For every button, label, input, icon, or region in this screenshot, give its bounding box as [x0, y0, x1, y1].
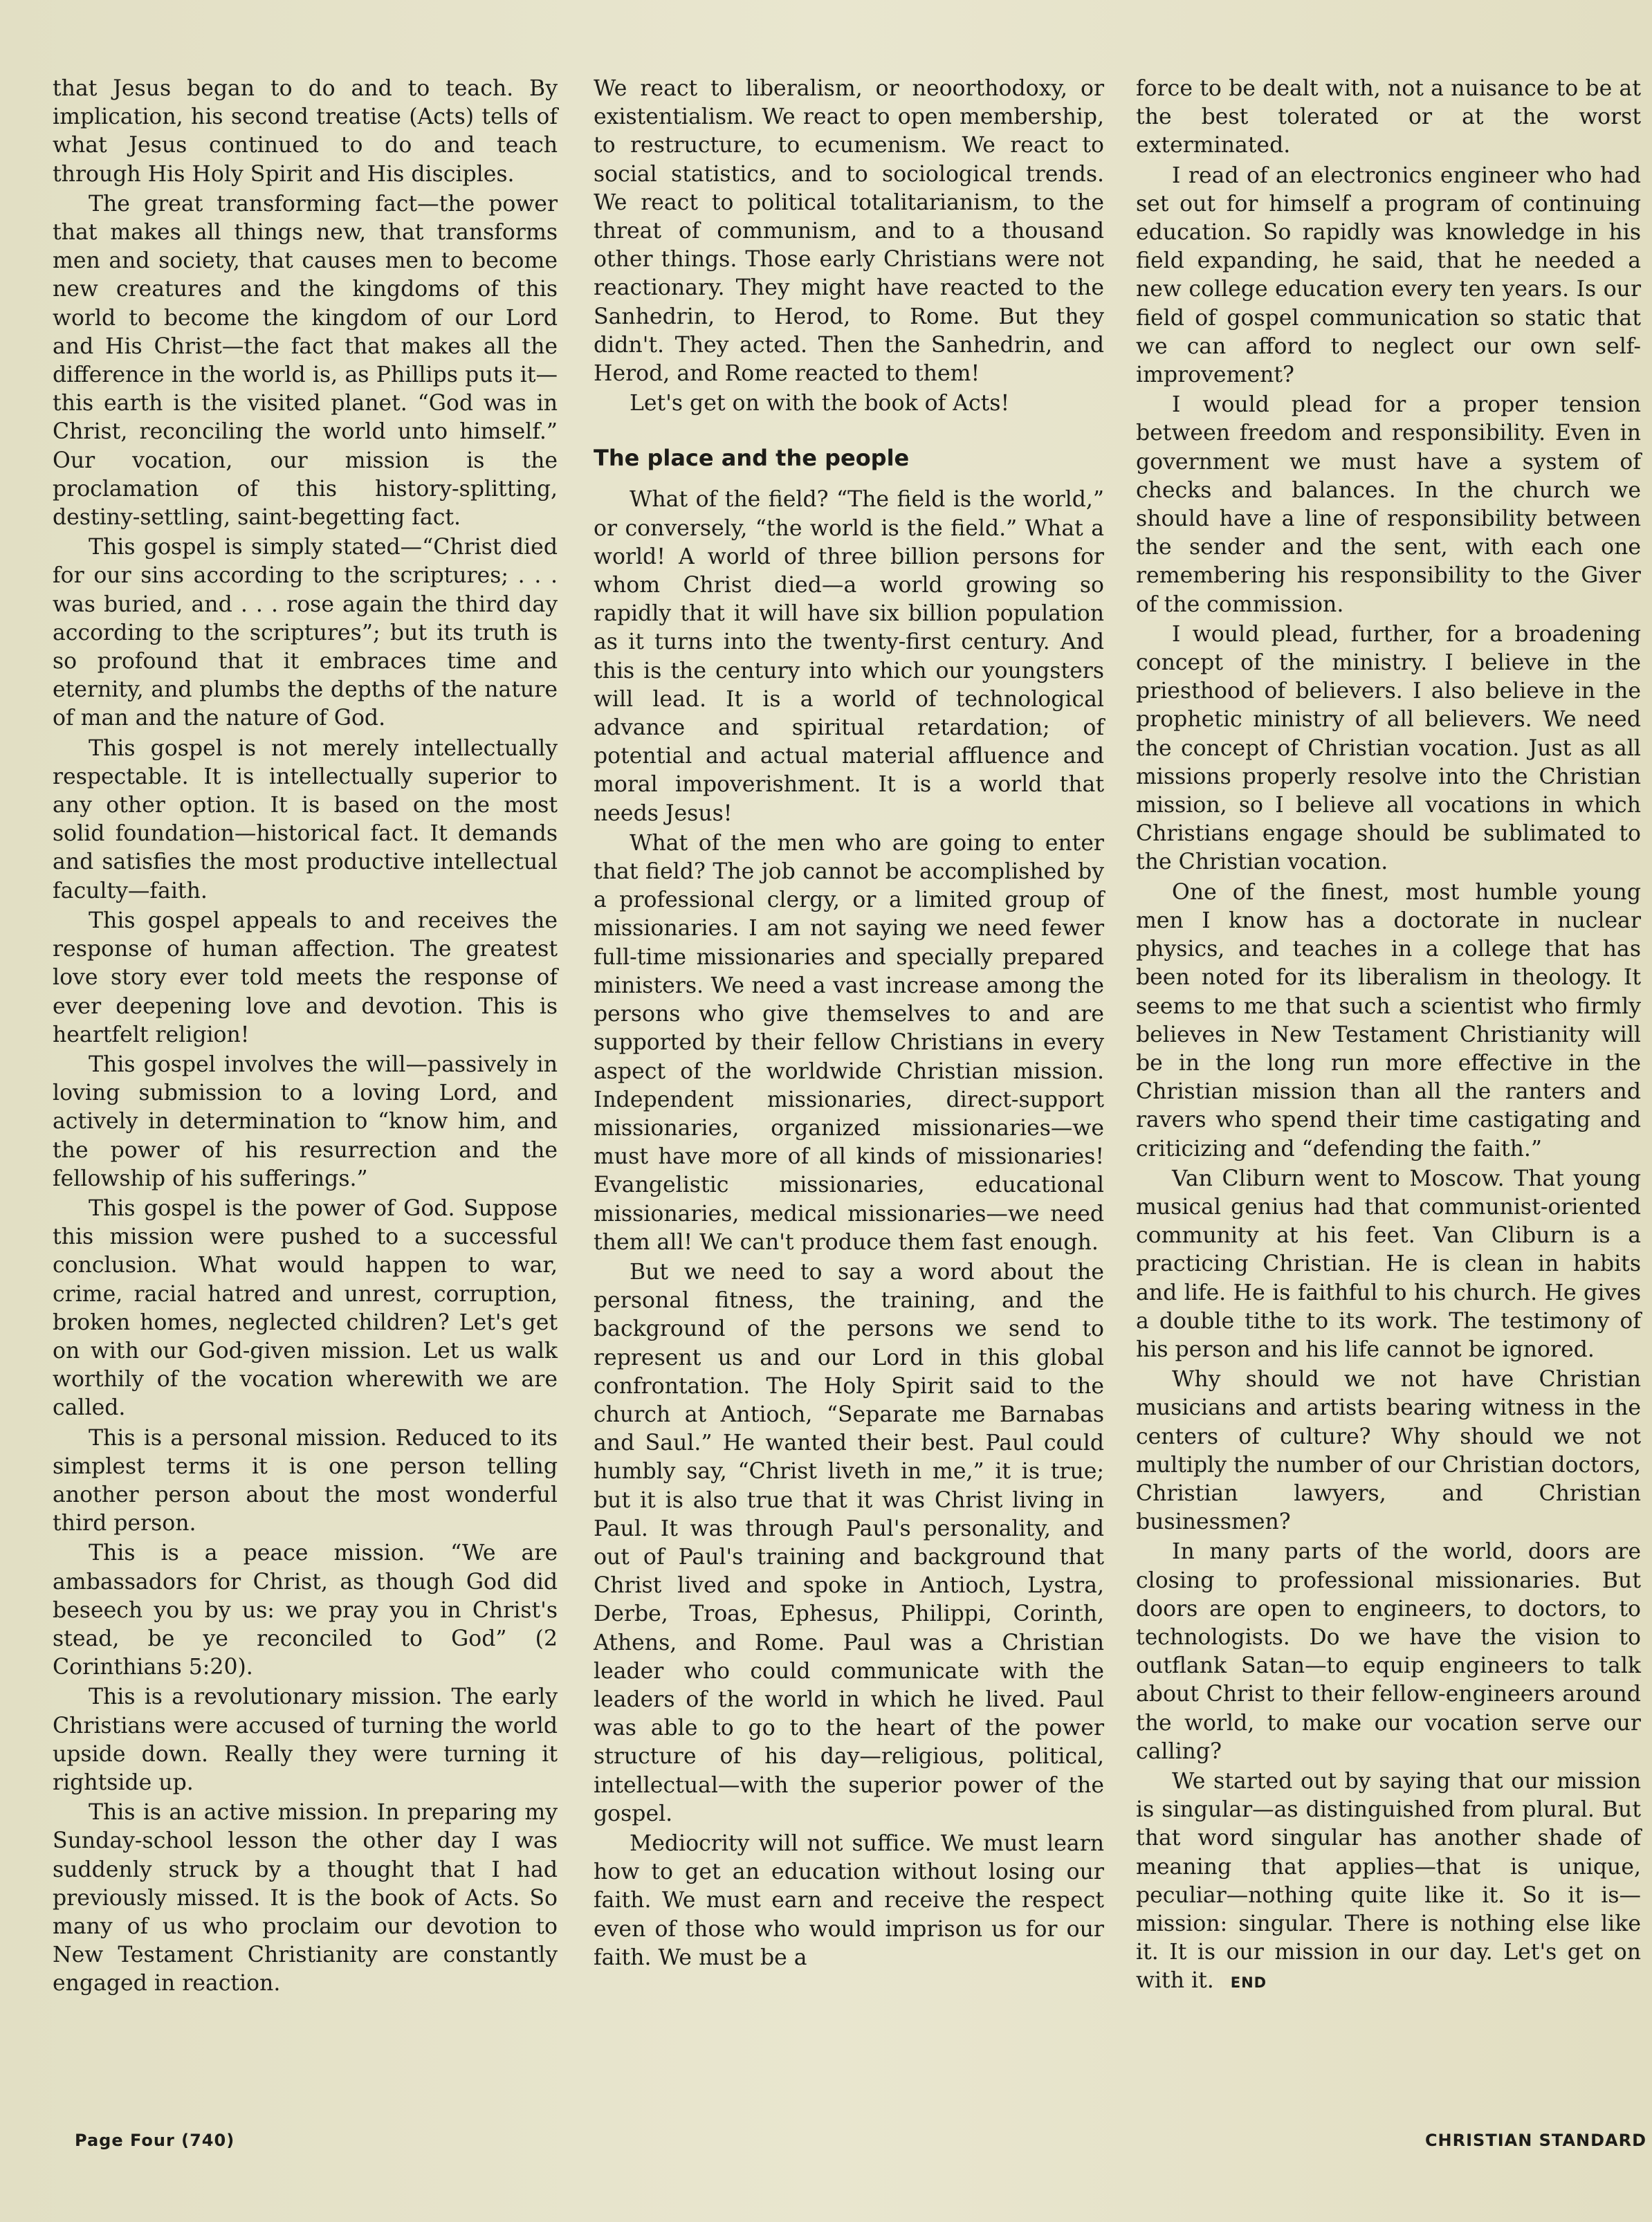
- paragraph: One of the finest, most humble young men I know has a doctorate in nuclear physics, and teaches in a college that has been noted for its liberalism in theology. It seems to me that such a scientist who firmly believes in New Testament Christianity will be in the long run more effective in the Christian mission than all the ranters and ravers who spend their time castigating and criticizing and “defending the faith.”: [1136, 879, 1641, 1162]
- paragraph: I would plead for a proper tension between freedom and responsibility. Even in government we must have a system of checks and balances. In the church we should have a line of responsibility between the sender and the sent, with each one remembering his responsibility to the Giver of the commission.: [1136, 392, 1641, 617]
- text-column-3: [1136, 75, 1641, 1998]
- text-column-2: [594, 75, 1104, 1972]
- paragraph: Mediocrity will not suffice. We must learn how to get an education without losing our faith. We must earn and receive the respect even of those who would imprison us for our faith. We must be a: [594, 1830, 1104, 1970]
- paragraph: This is a revolutionary mission. The early Christians were accused of turning the world upside down. Really they were turning it rightside up.: [53, 1684, 558, 1795]
- paragraph: [1136, 1768, 1641, 1998]
- paragraph: What of the field? “The field is the world,” or conversely, “the world is the field.” What a world! A world of three billion persons for whom Christ died—a world growing so rapidly that it will have six billion population as it turns into the twenty-first century. And this is the century into which our youngsters will lead. It is a world of technological advance and spiritual retardation; of potential and actual material affluence and moral impoverishment. It is a world that needs Jesus!: [594, 487, 1104, 826]
- paragraph: The great transforming fact—the power that makes all things new, that transforms men and society, that causes men to become new creatures and the kingdoms of this world to become the kingdom of our Lord and His Christ—the fact that makes all the difference in the world is, as Phillips puts it—this earth is the visited planet. “God was in Christ, reconciling the world unto himself.” Our vocation, our mission is the proclamation of this history-splitting, destiny-settling, saint-begetting fact.: [53, 191, 558, 531]
- paragraph: Let's get on with the book of Acts!: [630, 391, 1010, 416]
- paragraph: But we need to say a word about the personal fitness, the training, and the background of the persons we send to represent us and our Lord in this global confrontation. The Holy Spirit said to the church at Antioch, “Separate me Barnabas and Saul.” He wanted their best. Paul could humbly say, “Christ liveth in me,” it is true; but it is also true that it was Christ living in Paul. It was through Paul's personality, and out of Paul's training and background that Christ lived and spoke in Antioch, Lystra, Derbe, Troas, Ephesus, Philippi, Corinth, Athens, and Rome. Paul was a Christian leader who could communicate with the leaders of the world in which he lived. Paul was able to go to the heart of the power structure of his day—religious, political, intellectual—with the superior power of the gospel.: [594, 1259, 1104, 1826]
- paragraph: This is a peace mission. “We are ambassadors for Christ, as though God did beseech you by us: we pray you in Christ's stead, be ye reconciled to God” (2 Corinthians 5:20).: [53, 1541, 558, 1680]
- paragraph: This is an active mission. In preparing my Sunday-school lesson the other day I was suddenly struck by a thought that I had previously missed. It is the book of Acts. So many of us who proclaim our devotion to New Testament Christianity are constantly engaged in reaction.: [53, 1800, 558, 1996]
- page-number-footer: Page Four (740): [75, 2131, 235, 2150]
- paragraph: force to be dealt with, not a nuisance to be at the best tolerated or at the worst exterminated.: [1136, 76, 1641, 158]
- publication-name-footer: CHRISTIAN STANDARD: [1424, 2131, 1646, 2150]
- text-column-1: [53, 75, 558, 1999]
- paragraph: that Jesus began to do and to teach. By implication, his second treatise (Acts) tells of what Jesus continued to do and teach through His Holy Spirit and His disciples.: [53, 76, 558, 187]
- section-heading: The place and the people: [594, 445, 910, 472]
- paragraph: Van Cliburn went to Moscow. That young musical genius had that communist-oriented community at his feet. Van Cliburn is a practicing Christian. He is clean in habits and life. He is faithful to his church. He gives a double tithe to its work. The testimony of his person and his life cannot be ignored.: [1136, 1166, 1641, 1362]
- paragraph: This gospel is the power of God. Suppose this mission were pushed to a successful conclusion. What would happen to war, crime, racial hatred and unrest, corruption, broken homes, neglected children? Let's get on with our God-given mission. Let us walk worthily of the vocation wherewith we are called.: [53, 1195, 558, 1421]
- paragraph: This gospel appeals to and receives the response of human affection. The greatest love story ever told meets the response of ever deepening love and devotion. This is heartfelt religion!: [53, 908, 558, 1047]
- paragraph: This gospel is simply stated—“Christ died for our sins according to the scriptures; . . . was buried, and . . . rose again the third day according to the scriptures”; but its truth is so profound that it embraces time and eternity, and plumbs the depths of the nature of man and the nature of God.: [53, 535, 558, 731]
- paragraph: Why should we not have Christian musicians and artists bearing witness in the centers of culture? Why should we not multiply the number of our Christian doctors, Christian lawyers, and Christian businessmen?: [1136, 1367, 1641, 1535]
- paragraph: This is a personal mission. Reduced to its simplest terms it is one person telling another person about the most wonderful third person.: [53, 1425, 558, 1536]
- paragraph: We react to liberalism, or neoorthodoxy, or existentialism. We react to open membership, to restructure, to ecumenism. We react to social statistics, and to sociological trends. We react to political totalitarianism, to the threat of communism, and to a thousand other things. Those early Christians were not reactionary. They might have reacted to the Sanhedrin, to Herod, to Rome. But they didn't. They acted. Then the Sanhedrin, and Herod, and Rome reacted to them!: [594, 76, 1104, 387]
- paragraph: In many parts of the world, doors are closing to professional missionaries. But doors are open to engineers, to doctors, to technologists. Do we have the vision to outflank Satan—to equip engineers to talk about Christ to their fellow-engineers around the world, to make our vocation serve our calling?: [1136, 1539, 1641, 1764]
- paragraph: This gospel is not merely intellectually respectable. It is intellectually superior to any other option. It is based on the most solid foundation—historical fact. It demands and satisfies the most productive intellectual faculty—faith.: [53, 735, 558, 903]
- paragraph: I read of an electronics engineer who had set out for himself a program of continuing education. So rapidly was knowledge in his field expanding, he said, that he needed a new college education every ten years. Is our field of gospel communication so static that we can afford to neglect our own self-improvement?: [1136, 163, 1641, 388]
- paragraph: This gospel involves the will—passively in loving submission to a loving Lord, and actively in determination to “know him, and the power of his resurrection and the fellowship of his sufferings.”: [53, 1052, 558, 1191]
- paragraph: I would plead, further, for a broadening concept of the ministry. I believe in the priesthood of believers. I also believe in the prophetic ministry of all believers. We need the concept of Christian vocation. Just as all missions properly resolve into the Christian mission, so I believe all vocations in which Christians engage should be sublimated to the Christian vocation.: [1136, 621, 1641, 875]
- end-mark: END: [1230, 1974, 1267, 1992]
- closing-paragraph-text: We started out by saying that our mission is singular—as distinguished from plural. But that word singular has another shade of meaning that applies—that is unique, peculiar—nothing quite like it. So it is—mission: singular. There is nothing else like it. It is our mission in our day. Let's get on with it.: [1136, 1768, 1641, 1994]
- paragraph: What of the men who are going to enter that field? The job cannot be accomplished by a professional clergy, or a limited group of missionaries. I am not saying we need fewer full-time missionaries and specially prepared ministers. We need a vast increase among the persons who give themselves to and are supported by their fellow Christians in every aspect of the worldwide Christian mission. Independent missionaries, direct-support missionaries, organized missionaries—we must have more of all kinds of missionaries! Evangelistic missionaries, educational missionaries, medical missionaries—we need them all! We can't produce them fast enough.: [594, 830, 1104, 1255]
